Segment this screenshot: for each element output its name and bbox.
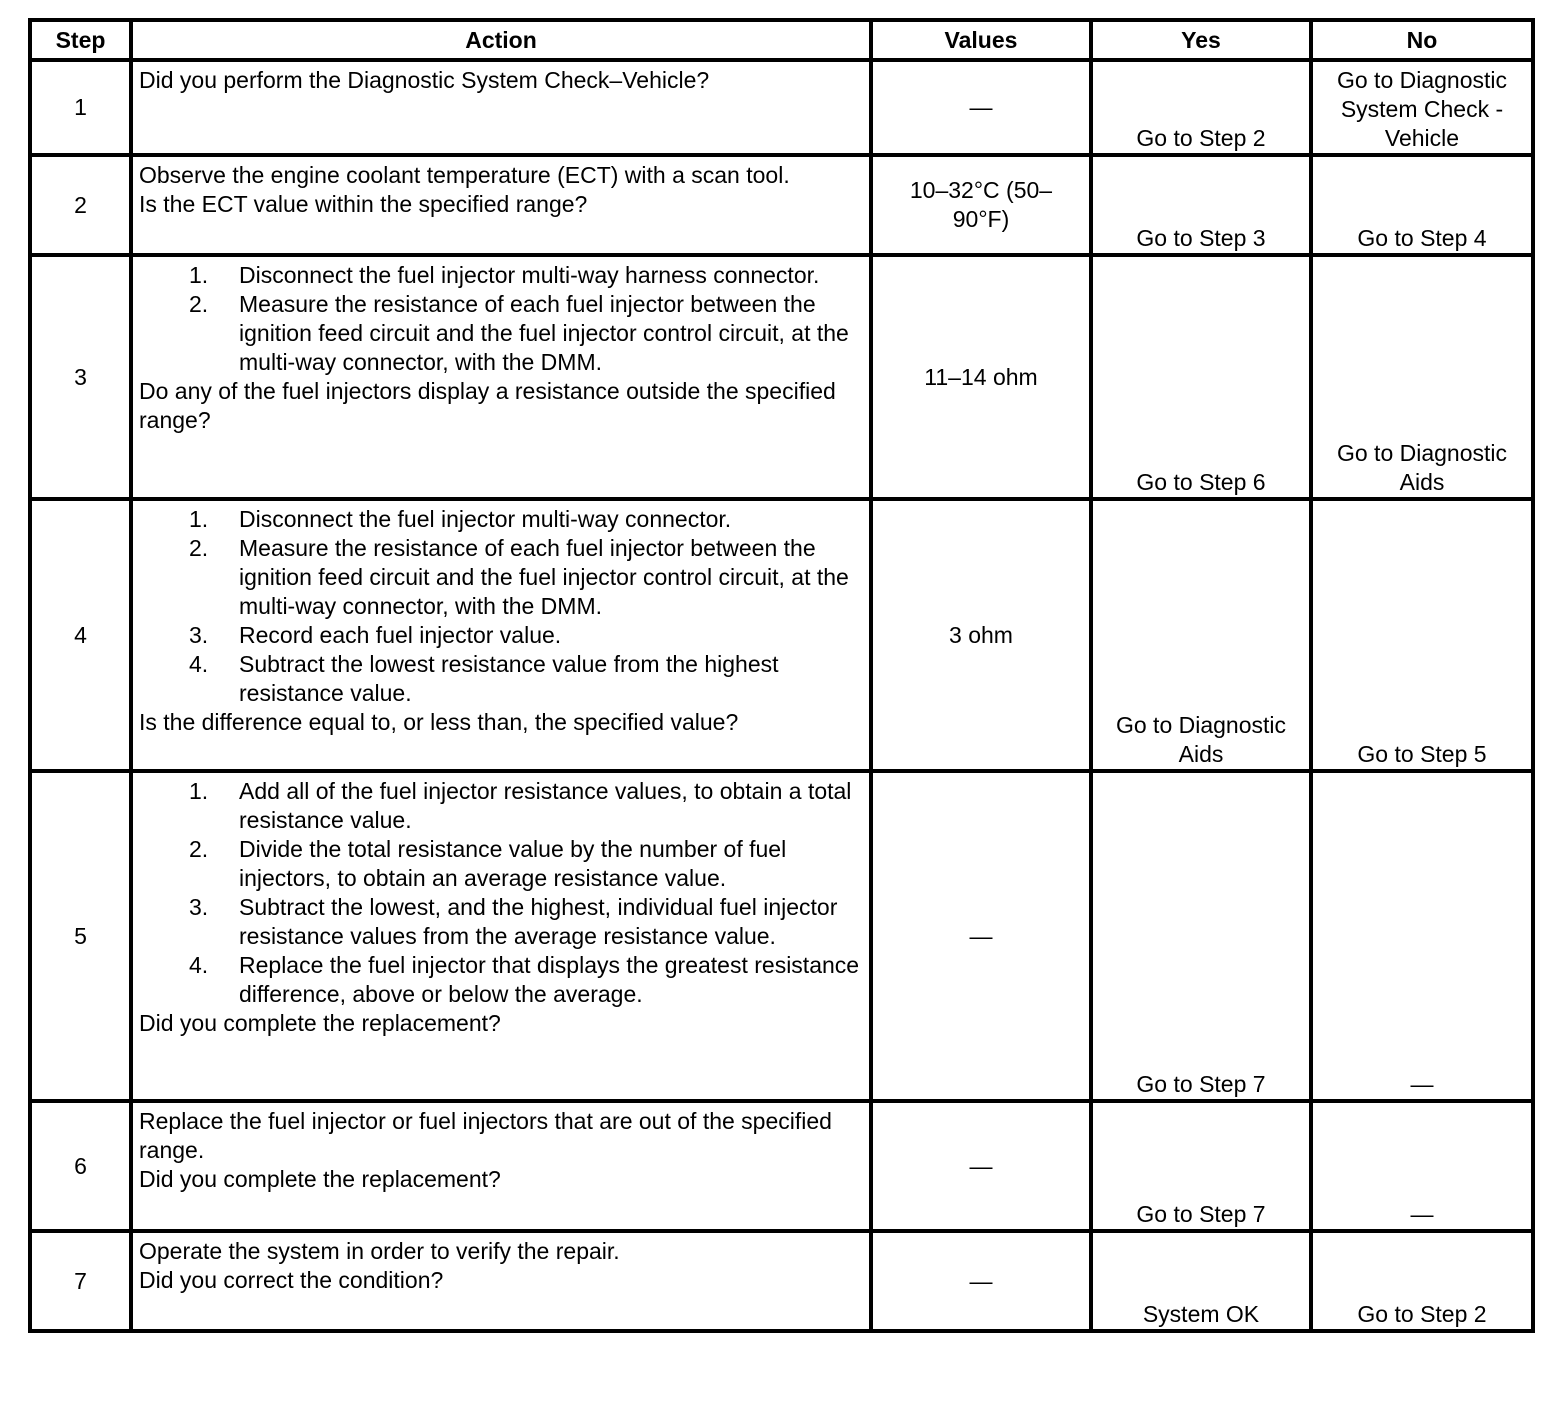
- action-question: Did you correct the condition?: [139, 1267, 444, 1293]
- no-cell: Go to Step 5: [1311, 499, 1533, 771]
- yes-cell: Go to Step 7: [1091, 1101, 1311, 1231]
- yes-cell: Go to Step 2: [1091, 60, 1311, 155]
- value-cell: —: [871, 1231, 1091, 1331]
- header-no: No: [1311, 20, 1533, 60]
- table-row: [30, 771, 1533, 1101]
- no-cell: Go to Step 4: [1311, 155, 1533, 255]
- no-cell: Go to Step 2: [1311, 1231, 1533, 1331]
- no-cell: [1311, 255, 1533, 499]
- action-cell: [131, 771, 871, 1101]
- diagnostic-table: [28, 18, 1535, 1333]
- value-cell: —: [871, 771, 1091, 1101]
- value-cell: —: [871, 60, 1091, 155]
- list-item: 4. Replace the fuel injector that displays the greatest resistance difference, above or below the average.: [189, 952, 860, 1007]
- step-number: 4: [30, 499, 131, 771]
- value-cell: —: [871, 1101, 1091, 1231]
- yes-cell: [1091, 499, 1311, 771]
- step-number: 7: [30, 1231, 131, 1331]
- yes-cell: Go to Step 6: [1091, 255, 1311, 499]
- action-intro: Replace the fuel injector or fuel injectors that are out of the specified range.: [139, 1108, 832, 1163]
- list-item: 2. Measure the resistance of each fuel injector between the ignition feed circuit and the fuel injector control circuit, at the multi-way connector, with the DMM.: [189, 291, 849, 375]
- yes-cell: Go to Step 3: [1091, 155, 1311, 255]
- action-cell: [131, 60, 871, 155]
- step-number: 3: [30, 255, 131, 499]
- no-cell: Go to Diagnostic System Check - Vehicle: [1311, 60, 1533, 155]
- list-item: 2. Divide the total resistance value by the number of fuel injectors, to obtain an average resistance value.: [189, 836, 787, 891]
- value-text: 10–32°C (50–90°F): [909, 177, 1053, 232]
- step-number: 2: [30, 155, 131, 255]
- action-question: Did you complete the replacement?: [139, 1010, 501, 1036]
- action-cell: [131, 1231, 871, 1331]
- header-yes: Yes: [1091, 20, 1311, 60]
- yes-text: Go to Diagnostic Aids: [1115, 712, 1287, 767]
- list-item: 2. Measure the resistance of each fuel injector between the ignition feed circuit and the fuel injector control circuit, at the multi-way connector, with the DMM.: [189, 535, 849, 619]
- value-cell: 3 ohm: [871, 499, 1091, 771]
- list-item: 1. Disconnect the fuel injector multi-way connector.: [189, 506, 732, 532]
- no-text: Go to Diagnostic Aids: [1336, 440, 1508, 495]
- header-action: Action: [131, 20, 871, 60]
- yes-cell: Go to Step 7: [1091, 771, 1311, 1101]
- action-cell: [131, 255, 871, 499]
- value-cell: [871, 155, 1091, 255]
- action-question: Is the ECT value within the specified range?: [139, 191, 588, 217]
- step-number: 5: [30, 771, 131, 1101]
- list-item: 4. Subtract the lowest resistance value from the highest resistance value.: [189, 651, 779, 706]
- action-intro: Operate the system in order to verify the repair.: [139, 1238, 620, 1264]
- action-question: Is the difference equal to, or less than, the specified value?: [139, 709, 739, 735]
- list-item: 3. Record each fuel injector value.: [189, 622, 562, 648]
- step-number: 6: [30, 1101, 131, 1231]
- header-row: [30, 20, 1533, 60]
- action-question: Do any of the fuel injectors display a resistance outside the specified range?: [139, 378, 836, 433]
- table-row: [30, 1231, 1533, 1331]
- table-row: [30, 60, 1533, 155]
- action-steps: [139, 261, 863, 377]
- table-row: [30, 255, 1533, 499]
- action-steps: [139, 777, 863, 1009]
- action-intro: Did you perform the Diagnostic System Check–Vehicle?: [139, 67, 710, 93]
- action-cell: [131, 155, 871, 255]
- action-steps: [139, 505, 863, 708]
- header-values: Values: [871, 20, 1091, 60]
- table-row: [30, 1101, 1533, 1231]
- action-intro: Observe the engine coolant temperature (ECT) with a scan tool.: [139, 162, 790, 188]
- list-item: 1. Disconnect the fuel injector multi-way harness connector.: [189, 262, 820, 288]
- value-cell: 11–14 ohm: [871, 255, 1091, 499]
- table-row: [30, 499, 1533, 771]
- action-cell: [131, 1101, 871, 1231]
- no-cell: —: [1311, 1101, 1533, 1231]
- header-step: Step: [30, 20, 131, 60]
- no-cell: —: [1311, 771, 1533, 1101]
- action-cell: [131, 499, 871, 771]
- table-row: [30, 155, 1533, 255]
- step-number: 1: [30, 60, 131, 155]
- action-question: Did you complete the replacement?: [139, 1166, 501, 1192]
- list-item: 3. Subtract the lowest, and the highest, individual fuel injector resistance values from the average resistance value.: [189, 894, 838, 949]
- yes-cell: System OK: [1091, 1231, 1311, 1331]
- list-item: 1. Add all of the fuel injector resistance values, to obtain a total resistance value.: [189, 778, 852, 833]
